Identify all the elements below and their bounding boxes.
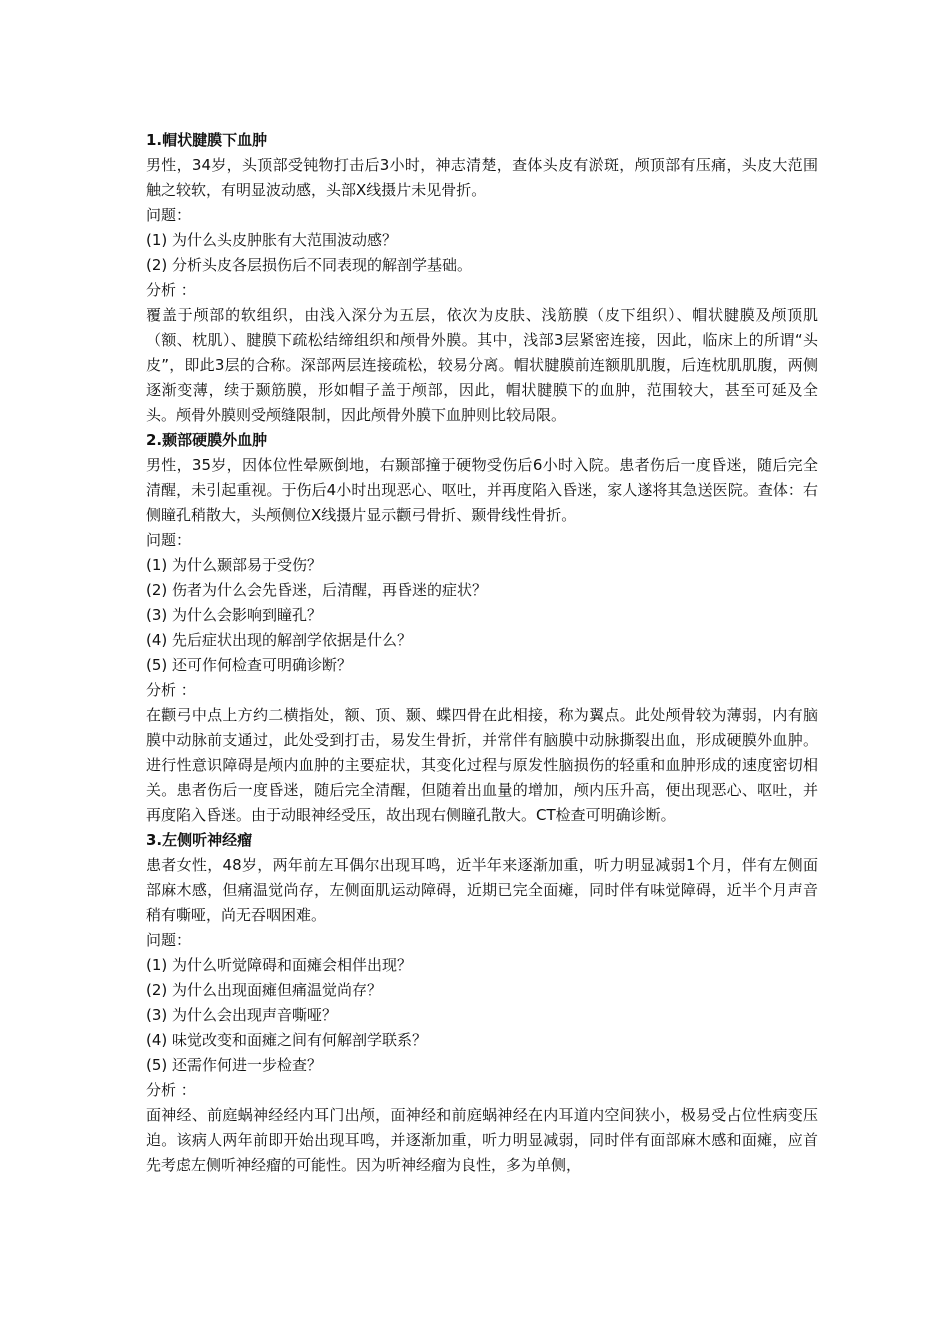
question-item: (2) 为什么出现面瘫但痛温觉尚存？ — [146, 981, 383, 999]
analysis-text: 覆盖于颅部的软组织，由浅入深分为五层，依次为皮肤、浅筋膜（皮下组织）、帽状腱膜及颅顶肌（额、枕肌）、腱膜下疏松结缔组织和颅骨外膜。其中，浅部3层紧密连接，因此，临床上的所谓“头皮”，即此3层的合称。深部两层连接疏松，较易分离。帽状腱膜前连额肌肌腹，后连枕肌肌腹，两侧逐渐变薄，续于颞筋膜，形如帽子盖于颅部，因此，帽状腱膜下的血肿，范围较大，甚至可延及全头。颅骨外膜则受颅缝限制，因此颅骨外膜下血肿则比较局限。 — [146, 306, 818, 424]
question-item: (1) 为什么头皮肿胀有大范围波动感？ — [146, 231, 398, 249]
question-item: (4) 味觉改变和面瘫之间有何解剖学联系？ — [146, 1031, 428, 1049]
section-1 — [146, 128, 818, 428]
analysis-label: 分析 ： — [146, 281, 196, 299]
question-label: 问题： — [146, 206, 192, 224]
case-description: 男性，34岁，头顶部受钝物打击后3小时，神志清楚，查体头皮有淤斑，颅顶部有压痛，头皮大范围触之较软，有明显波动感，头部X线摄片未见骨折。 — [146, 156, 818, 199]
question-item: (5) 还需作何进一步检查？ — [146, 1056, 323, 1074]
question-item: (3) 为什么会影响到瞳孔？ — [146, 606, 323, 624]
analysis-text: 在颧弓中点上方约二横指处，额、顶、颞、蝶四骨在此相接，称为翼点。此处颅骨较为薄弱，内有脑膜中动脉前支通过，此处受到打击，易发生骨折，并常伴有脑膜中动脉撕裂出血，形成硬膜外血肿。进行性意识障碍是颅内血肿的主要症状，其变化过程与原发性脑损伤的轻重和血肿形成的速度密切相关。患者伤后一度昏迷，随后完全清醒，但随着出血量的增加，颅内压升高，便出现恶心、呕吐，并再度陷入昏迷。由于动眼神经受压，故出现右侧瞳孔散大。CT检查可明确诊断。 — [146, 706, 818, 824]
question-item: (4) 先后症状出现的解剖学依据是什么？ — [146, 631, 413, 649]
analysis-text: 面神经、前庭蜗神经经内耳门出颅，面神经和前庭蜗神经在内耳道内空间狭小，极易受占位性病变压迫。该病人两年前即开始出现耳鸣，并逐渐加重，听力明显减弱，同时伴有面部麻木感和面瘫，应首先考虑左侧听神经瘤的可能性。因为听神经瘤为良性，多为单侧， — [146, 1106, 818, 1174]
section-title: 2.颞部硬膜外血肿 — [146, 431, 268, 449]
question-item: (3) 为什么会出现声音嘶哑？ — [146, 1006, 338, 1024]
section-3 — [146, 828, 818, 1178]
section-2 — [146, 428, 818, 828]
question-label: 问题： — [146, 931, 192, 949]
analysis-label: 分析 ： — [146, 681, 196, 699]
question-item: (2) 伤者为什么会先昏迷，后清醒，再昏迷的症状？ — [146, 581, 488, 599]
analysis-label: 分析 ： — [146, 1081, 196, 1099]
question-item: (5) 还可作何检查可明确诊断？ — [146, 656, 353, 674]
question-label: 问题： — [146, 531, 192, 549]
case-description: 男性，35岁，因体位性晕厥倒地，右颞部撞于硬物受伤后6小时入院。患者伤后一度昏迷，随后完全清醒，未引起重视。于伤后4小时出现恶心、呕吐，并再度陷入昏迷，家人遂将其急送医院。查体：右侧瞳孔稍散大，头颅侧位X线摄片显示颧弓骨折、颞骨线性骨折。 — [146, 456, 818, 524]
question-item: (1) 为什么听觉障碍和面瘫会相伴出现？ — [146, 956, 413, 974]
question-item: (2) 分析头皮各层损伤后不同表现的解剖学基础。 — [146, 256, 473, 274]
document-page — [146, 128, 818, 1178]
question-item: (1) 为什么颞部易于受伤？ — [146, 556, 323, 574]
section-title: 1.帽状腱膜下血肿 — [146, 131, 268, 149]
section-title: 3.左侧听神经瘤 — [146, 831, 253, 849]
case-description: 患者女性，48岁，两年前左耳偶尔出现耳鸣，近半年来逐渐加重，听力明显减弱1个月，伴有左侧面部麻木感，但痛温觉尚存，左侧面肌运动障碍，近期已完全面瘫，同时伴有味觉障碍，近半个月声音稍有嘶哑，尚无吞咽困难。 — [146, 856, 818, 924]
